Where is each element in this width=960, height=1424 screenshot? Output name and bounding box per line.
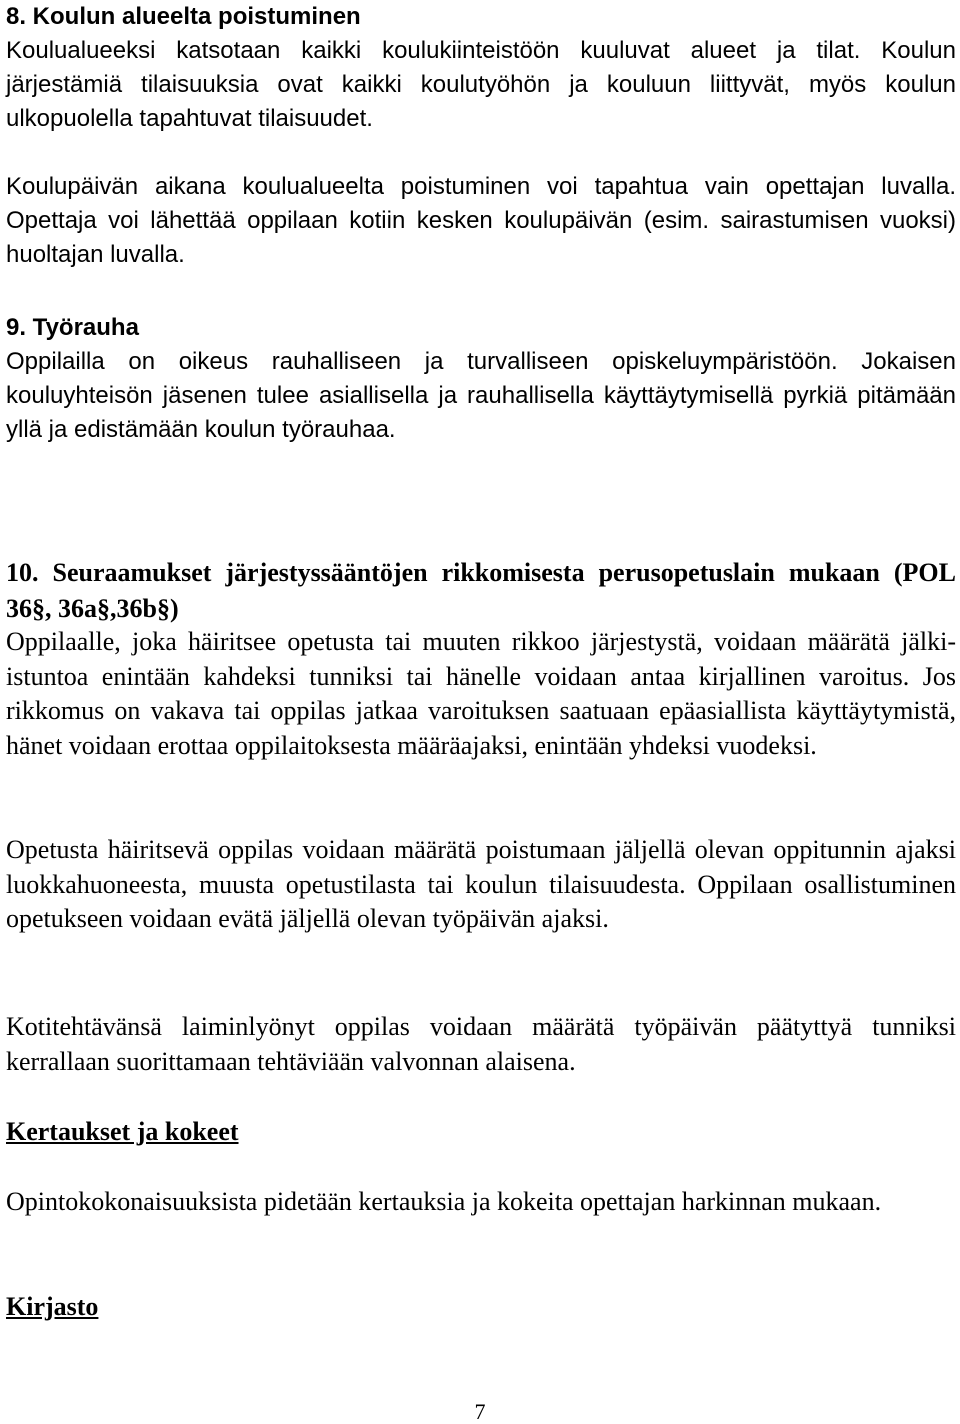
- section-8-heading: 8. Koulun alueelta poistuminen: [6, 3, 361, 30]
- kertaukset-heading: Kertaukset ja kokeet: [6, 1117, 239, 1146]
- section-9-heading: 9. Työrauha: [6, 314, 139, 341]
- kirjasto-heading: Kirjasto: [6, 1292, 99, 1321]
- section-8-paragraph-1: Koulualueeksi katsotaan kaikki koulukiinteistöön kuuluvat alueet ja tilat. Koulun järjestämiä tilaisuuksia ovat kaikki koulutyöhön ja kouluun liittyvät, myös koulun ulkopuolella tapahtuvat tilaisuudet.: [6, 37, 956, 132]
- section-8-paragraph-2: Koulupäivän aikana koulualueelta poistuminen voi tapahtua vain opettajan luvalla. Opettaja voi lähettää oppilaan kotiin kesken koulupäivän (esim. sairastumisen vuoksi) huoltajan luvalla.: [6, 173, 956, 268]
- page-number: 7: [474, 1399, 486, 1424]
- section-10-paragraph-3: Kotitehtävänsä laiminlyönyt oppilas voidaan määrätä työpäivän päätyttyä tunniksi kerrallaan suorittamaan tehtäviään valvonnan alaisena.: [6, 1012, 956, 1076]
- section-10-paragraph-1: Oppilaalle, joka häiritsee opetusta tai muuten rikkoo järjestystä, voidaan määrätä jälki-istuntoa enintään kahdeksi tunniksi tai hänelle voidaan antaa kirjallinen varoitus. Jos rikkomus on vakava tai oppilas jatkaa varoituksen saatuaan epäasiallista käyttäytymistä, hänet voidaan erottaa oppilaitoksesta määräajaksi, enintään yhdeksi vuodeksi.: [6, 627, 956, 760]
- section-10-paragraph-2: Opetusta häiritsevä oppilas voidaan määrätä poistumaan jäljellä olevan oppitunnin ajaksi luokkahuoneesta, muusta opetustilasta tai koulun tilaisuudesta. Oppilaan osallistuminen opetukseen voidaan evätä jäljellä olevan työpäivän ajaksi.: [6, 835, 956, 933]
- section-10-heading: 10. Seuraamukset järjestyssääntöjen rikkomisesta perusopetuslain mukaan (POL 36§, 36a§,36b§): [6, 558, 956, 623]
- kertaukset-paragraph: Opintokokonaisuuksista pidetään kertauksia ja kokeita opettajan harkinnan mukaan.: [6, 1187, 882, 1216]
- section-9-paragraph-1: Oppilailla on oikeus rauhalliseen ja turvalliseen opiskeluympäristöön. Jokaisen kouluyhteisön jäsenen tulee asiallisella ja rauhallisella käyttäytymisellä pyrkiä pitämään yllä ja edistämään koulun työrauhaa.: [6, 348, 956, 443]
